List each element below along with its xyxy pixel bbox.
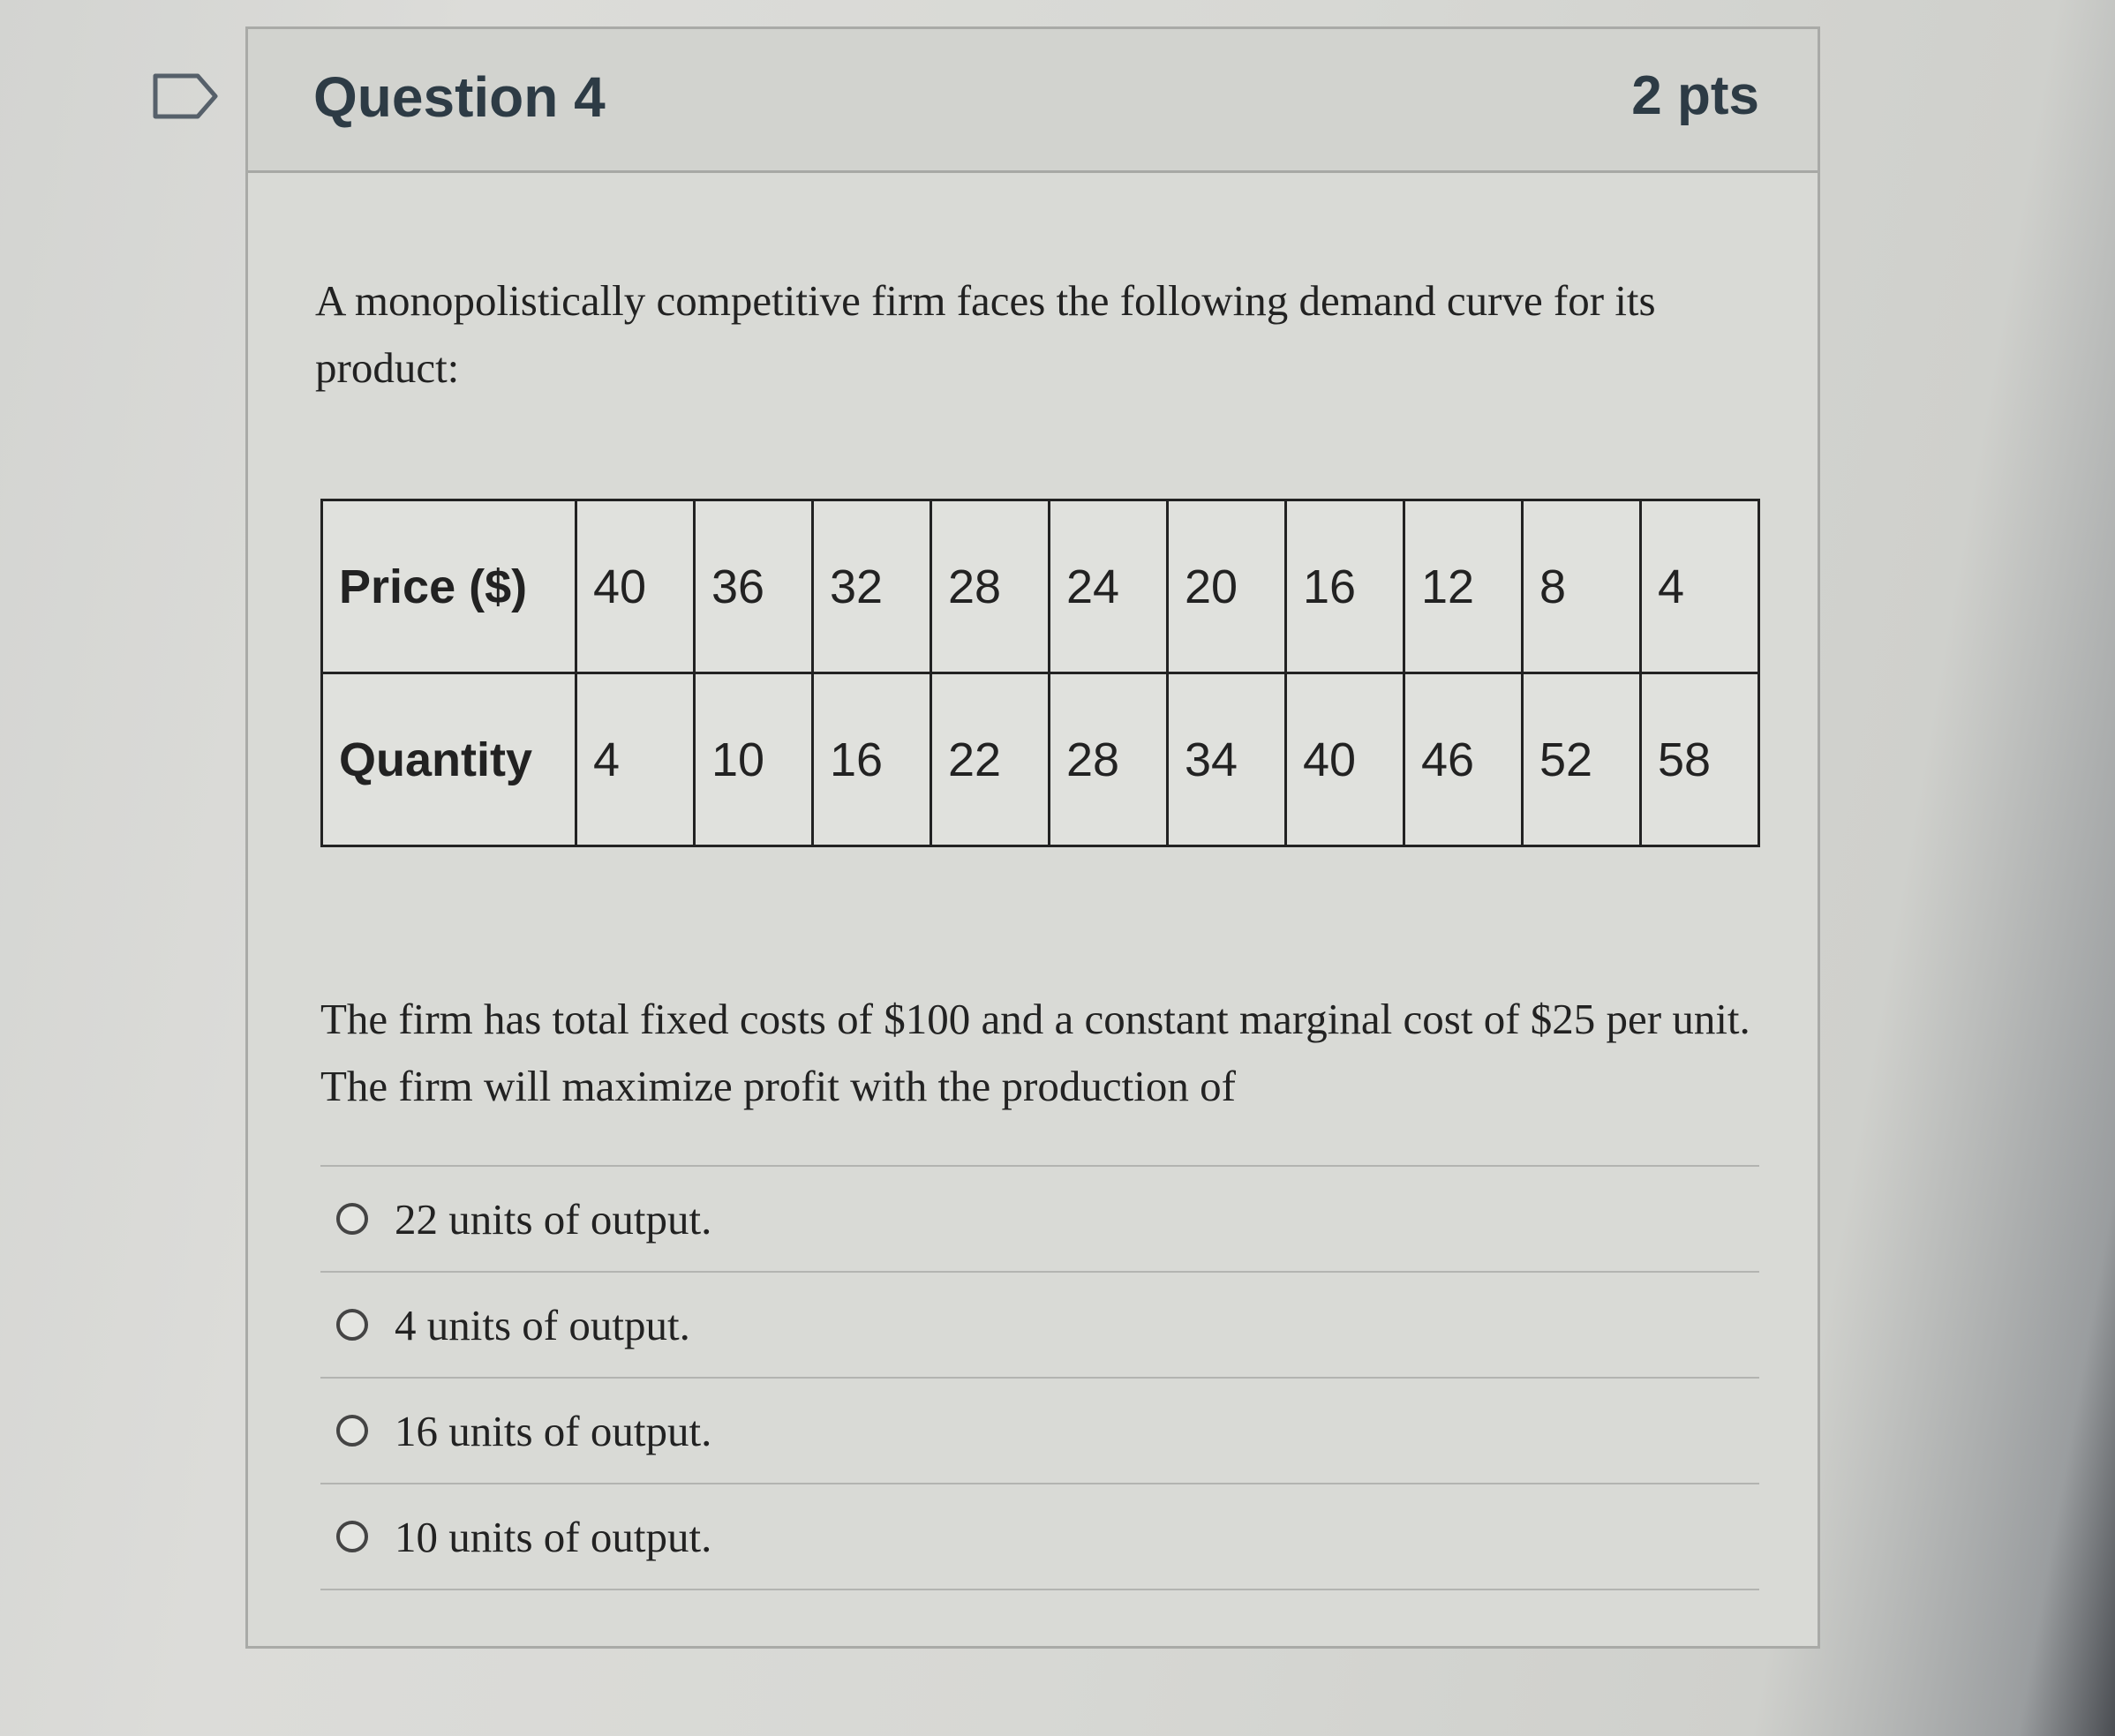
price-cell: 36 bbox=[695, 500, 813, 673]
quantity-cell: 10 bbox=[695, 673, 813, 846]
quantity-header: Quantity bbox=[322, 673, 576, 846]
question-card bbox=[245, 26, 1820, 1649]
price-cell: 12 bbox=[1404, 500, 1523, 673]
quantity-cell: 22 bbox=[931, 673, 1050, 846]
quantity-cell: 58 bbox=[1641, 673, 1759, 846]
radio-unchecked-icon[interactable] bbox=[336, 1521, 368, 1552]
price-cell: 40 bbox=[576, 500, 695, 673]
answer-option-1[interactable] bbox=[320, 1167, 1759, 1273]
quantity-cell: 16 bbox=[813, 673, 931, 846]
radio-unchecked-icon[interactable] bbox=[336, 1309, 368, 1341]
price-cell: 28 bbox=[931, 500, 1050, 673]
quantity-cell: 40 bbox=[1286, 673, 1404, 846]
answer-label[interactable]: 10 units of output. bbox=[395, 1512, 712, 1561]
answer-label[interactable]: 16 units of output. bbox=[395, 1406, 712, 1455]
price-cell: 32 bbox=[813, 500, 931, 673]
demand-table bbox=[320, 499, 1760, 847]
question-header bbox=[248, 29, 1818, 173]
quantity-cell: 34 bbox=[1168, 673, 1286, 846]
price-cell: 20 bbox=[1168, 500, 1286, 673]
price-cell: 24 bbox=[1050, 500, 1168, 673]
price-header: Price ($) bbox=[322, 500, 576, 673]
answer-list bbox=[320, 1165, 1759, 1590]
quantity-cell: 4 bbox=[576, 673, 695, 846]
price-cell: 8 bbox=[1523, 500, 1641, 673]
quantity-cell: 52 bbox=[1523, 673, 1641, 846]
answer-option-4[interactable] bbox=[320, 1484, 1759, 1590]
price-cell: 4 bbox=[1641, 500, 1759, 673]
answer-option-2[interactable] bbox=[320, 1273, 1759, 1379]
price-cell: 16 bbox=[1286, 500, 1404, 673]
question-points: 2 pts bbox=[1631, 65, 1759, 126]
quantity-cell: 28 bbox=[1050, 673, 1168, 846]
question-prompt: The firm has total fixed costs of $100 and a constant marginal cost of $25 per unit. The firm will maximize profit with the production of bbox=[320, 995, 1750, 1110]
answer-label[interactable]: 22 units of output. bbox=[395, 1194, 712, 1244]
answer-label[interactable]: 4 units of output. bbox=[395, 1300, 690, 1349]
question-title: Question 4 bbox=[313, 65, 606, 129]
quantity-cell: 46 bbox=[1404, 673, 1523, 846]
question-prompt-intro: A monopolistically competitive firm faces the following demand curve for its product: bbox=[315, 276, 1656, 392]
radio-unchecked-icon[interactable] bbox=[336, 1203, 368, 1235]
answer-option-3[interactable] bbox=[320, 1379, 1759, 1484]
quantity-row bbox=[322, 673, 1759, 846]
bookmark-icon[interactable] bbox=[152, 72, 219, 120]
radio-unchecked-icon[interactable] bbox=[336, 1415, 368, 1447]
price-row bbox=[322, 500, 1759, 673]
